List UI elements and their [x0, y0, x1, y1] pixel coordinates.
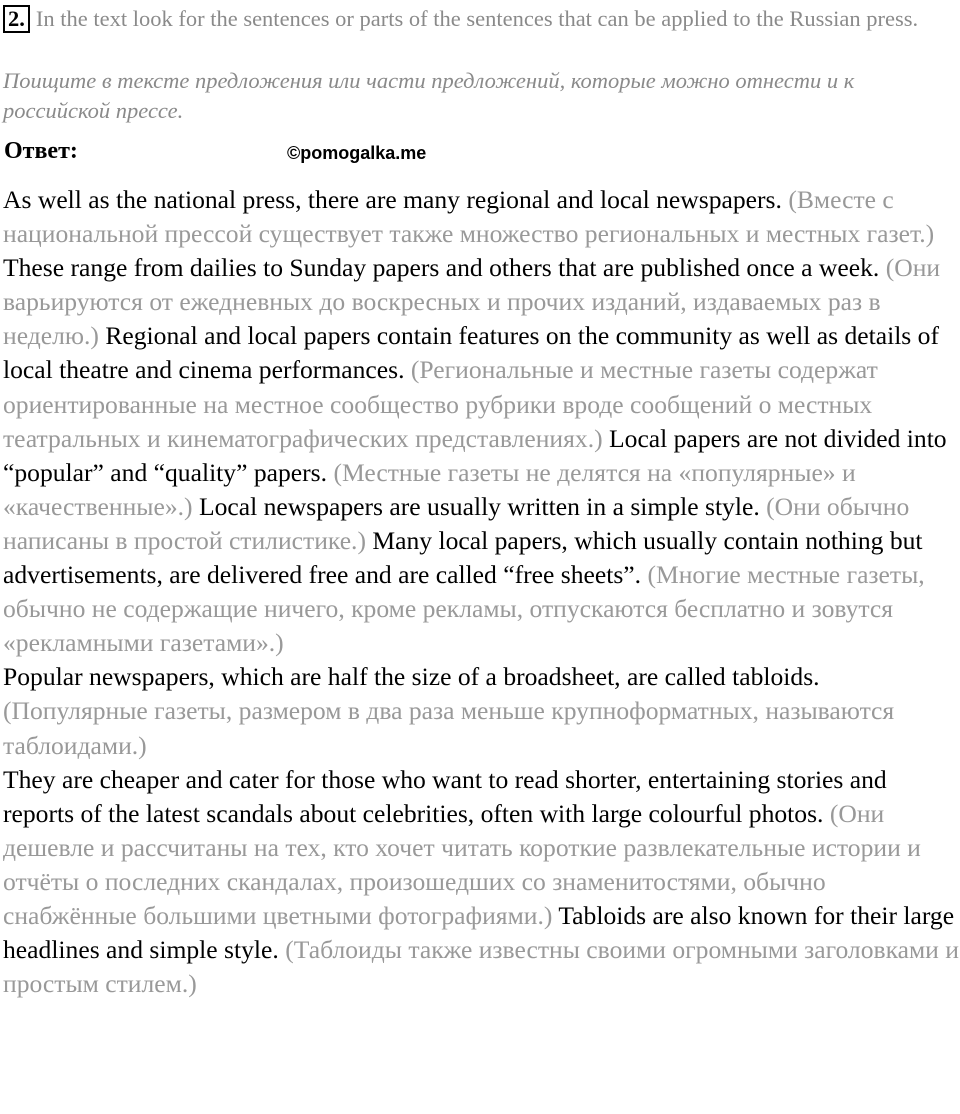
answer-label: Ответ:	[4, 138, 78, 164]
answer-paragraph	[3, 183, 960, 660]
text-segment-en: These range from dailies to Sunday papers and others that are published once a week.	[3, 253, 886, 283]
text-segment-ru: (Многие местные газеты, обычно не содержащие ничего, кроме рекламы, отпускаются бесплатно и зовутся «рекламными газетами».)	[3, 560, 925, 658]
text-segment-ru: (Вместе с национальной прессой существует также множество региональных и местных газет.)	[3, 185, 935, 249]
text-segment-en: Regional and local papers contain features on the community as well as details of local theatre and cinema performances.	[3, 321, 939, 385]
text-segment-ru: (Региональные и местные газеты содержат ориентированные на местное сообщество рубрики вроде сообщений о местных театральных и кинематографических представлениях.)	[3, 355, 878, 453]
task-instruction	[3, 4, 957, 34]
text-segment-en: Tabloids are also known for their large headlines and simple style.	[3, 900, 955, 965]
text-segment-en: They are cheaper and cater for those who want to read shorter, entertaining stories and reports of the latest scandals about celebrities, often with large colourful photos.	[3, 764, 887, 828]
text-segment-en: Local papers are not divided into “popular” and “quality” papers.	[3, 423, 947, 487]
task-instruction-ru: Поищите в тексте предложения или части предложений, которые можно отнести и к российской прессе.	[3, 68, 855, 123]
text-segment-ru: (Таблоиды также известны своими огромными заголовками и простым стилем.)	[3, 935, 959, 999]
text-segment-en: Popular newspapers, which are half the size of a broadsheet, are called tabloids.	[3, 662, 820, 692]
text-segment-ru: (Местные газеты не делятся на «популярные» и «качественные».)	[3, 457, 856, 521]
answer-text	[3, 183, 960, 1001]
text-segment-ru: (Они обычно написаны в простой стилистике.)	[3, 491, 910, 555]
text-segment-en: As well as the national press, there are many regional and local newspapers.	[3, 185, 789, 214]
text-segment-ru: (Они дешевле и рассчитаны на тех, кто хочет читать короткие развлекательные истории и отчёты о последних скандалах, произошедших со знаменитостями, обычно снабжённые большими цветными фотографиями.)	[3, 798, 921, 930]
task-instruction-en: In the text look for the sentences or parts of the sentences that can be applied to the Russian press.	[35, 6, 919, 31]
answer-paragraph	[3, 660, 960, 762]
watermark: ©pomogalka.me	[287, 143, 427, 163]
task-number: 2.	[3, 5, 30, 33]
text-segment-en: Many local papers, which usually contain nothing but advertisements, are delivered free and are called “free sheets”.	[3, 525, 923, 590]
text-segment-en: Local newspapers are usually written in a simple style.	[198, 491, 767, 521]
answer-paragraph	[3, 763, 960, 1002]
text-segment-ru: (Популярные газеты, размером в два раза меньше крупноформатных, называются таблоидами.)	[3, 696, 895, 760]
text-segment-ru: (Они варьируются от ежедневных до воскресных и прочих изданий, издаваемых раз в неделю.)	[3, 253, 941, 351]
